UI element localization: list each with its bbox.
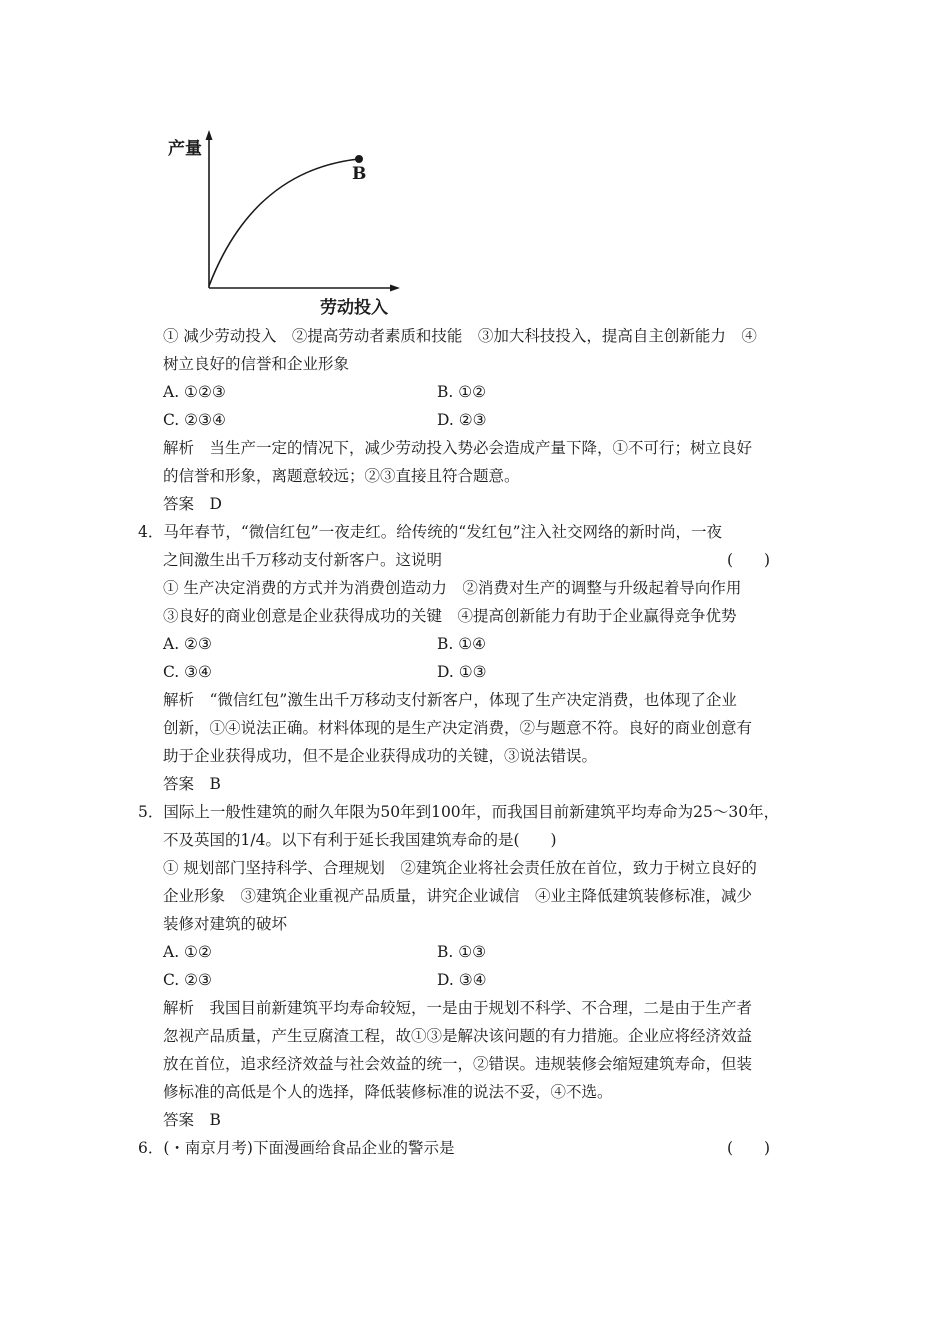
y-axis-arrow-icon [206,130,213,140]
q3-option-d: D. ②③ [437,411,487,429]
q4-answer-paren: ( ) [727,551,771,569]
q4-option-d: D. ①③ [437,663,487,681]
q5-option-d: D. ③④ [437,971,487,989]
q5-answer: 答案 B [163,1111,221,1129]
x-axis-label: 劳动投入 [320,298,388,318]
q3-options-line1: ① 减少劳动投入 ②提高劳动者素质和技能 ③加大科技投入，提高自主创新能力 ④ [163,327,757,345]
q5-options-line3: 装修对建筑的破坏 [163,915,288,933]
x-axis-arrow-icon [390,285,400,292]
q4-option-b: B. ①④ [437,635,487,653]
q3-option-c: C. ②③④ [163,411,226,429]
q5-analysis-line1: 解析 我国目前新建筑平均寿命较短，一是由于规划不科学、不合理，二是由于生产者 [163,999,753,1017]
q5-analysis-line4: 修标准的高低是个人的选择，降低装修标准的说法不妥，④不选。 [163,1083,613,1101]
q5-option-a: A. ①② [163,943,212,961]
point-b-marker [355,155,363,163]
q4-analysis-line2: 创新，①④说法正确。材料体现的是生产决定消费，②与题意不符。良好的商业创意有 [163,719,753,737]
q5-analysis-line3: 放在首位，追求经济效益与社会效益的统一，②错误。违规装修会缩短建筑寿命，但装 [163,1055,753,1073]
q6-answer-paren: ( ) [727,1139,771,1157]
q4-stem-line2: 之间激生出千万移动支付新客户。这说明 [163,551,443,569]
q5-stem-line2: 不及英国的1/4。以下有利于延长我国建筑寿命的是( ) [163,831,557,849]
q5-option-b: B. ①③ [437,943,487,961]
q5-options-line1: ① 规划部门坚持科学、合理规划 ②建筑企业将社会责任放在首位，致力于树立良好的 [163,859,757,877]
y-axis-label: 产量 [168,139,202,159]
production-curve-figure [160,126,420,322]
q3-analysis-line2: 的信誉和形象，离题意较远；②③直接且符合题意。 [163,467,520,485]
q3-answer: 答案 D [163,495,222,513]
production-curve [209,159,359,286]
q4-option-a: A. ②③ [163,635,212,653]
point-b-label: B [352,164,367,184]
q4-options-line2: ③良好的商业创意是企业获得成功的关键 ④提高创新能力有助于企业赢得竞争优势 [163,607,737,625]
q4-option-c: C. ③④ [163,663,212,681]
q5-stem-line1: 5．国际上一般性建筑的耐久年限为50年到100年，而我国目前新建筑平均寿命为25～30年， [138,803,780,821]
q5-option-c: C. ②③ [163,971,212,989]
q3-options-line2: 树立良好的信誉和企业形象 [163,355,350,373]
q3-analysis-line1: 解析 当生产一定的情况下，减少劳动投入势必会造成产量下降，①不可行；树立良好 [163,439,753,457]
q4-answer: 答案 B [163,775,221,793]
q6-stem: 6．(・南京月考)下面漫画给食品企业的警示是 [138,1139,455,1157]
q3-option-b: B. ①② [437,383,487,401]
q4-options-line1: ① 生产决定消费的方式并为消费创造动力 ②消费对生产的调整与升级起着导向作用 [163,579,742,597]
q4-stem-line1: 4．马年春节，“微信红包”一夜走红。给传统的“发红包”注入社交网络的新时尚，一夜 [138,523,723,541]
q3-option-a: A. ①②③ [163,383,226,401]
q5-options-line2: 企业形象 ③建筑企业重视产品质量，讲究企业诚信 ④业主降低建筑装修标准，减少 [163,887,753,905]
q5-analysis-line2: 忽视产品质量，产生豆腐渣工程，故①③是解决该问题的有力措施。企业应将经济效益 [163,1027,753,1045]
q4-analysis-line3: 助于企业获得成功，但不是企业获得成功的关键，③说法错误。 [163,747,598,765]
q4-analysis-line1: 解析 “微信红包”激生出千万移动支付新客户，体现了生产决定消费，也体现了企业 [163,691,737,709]
